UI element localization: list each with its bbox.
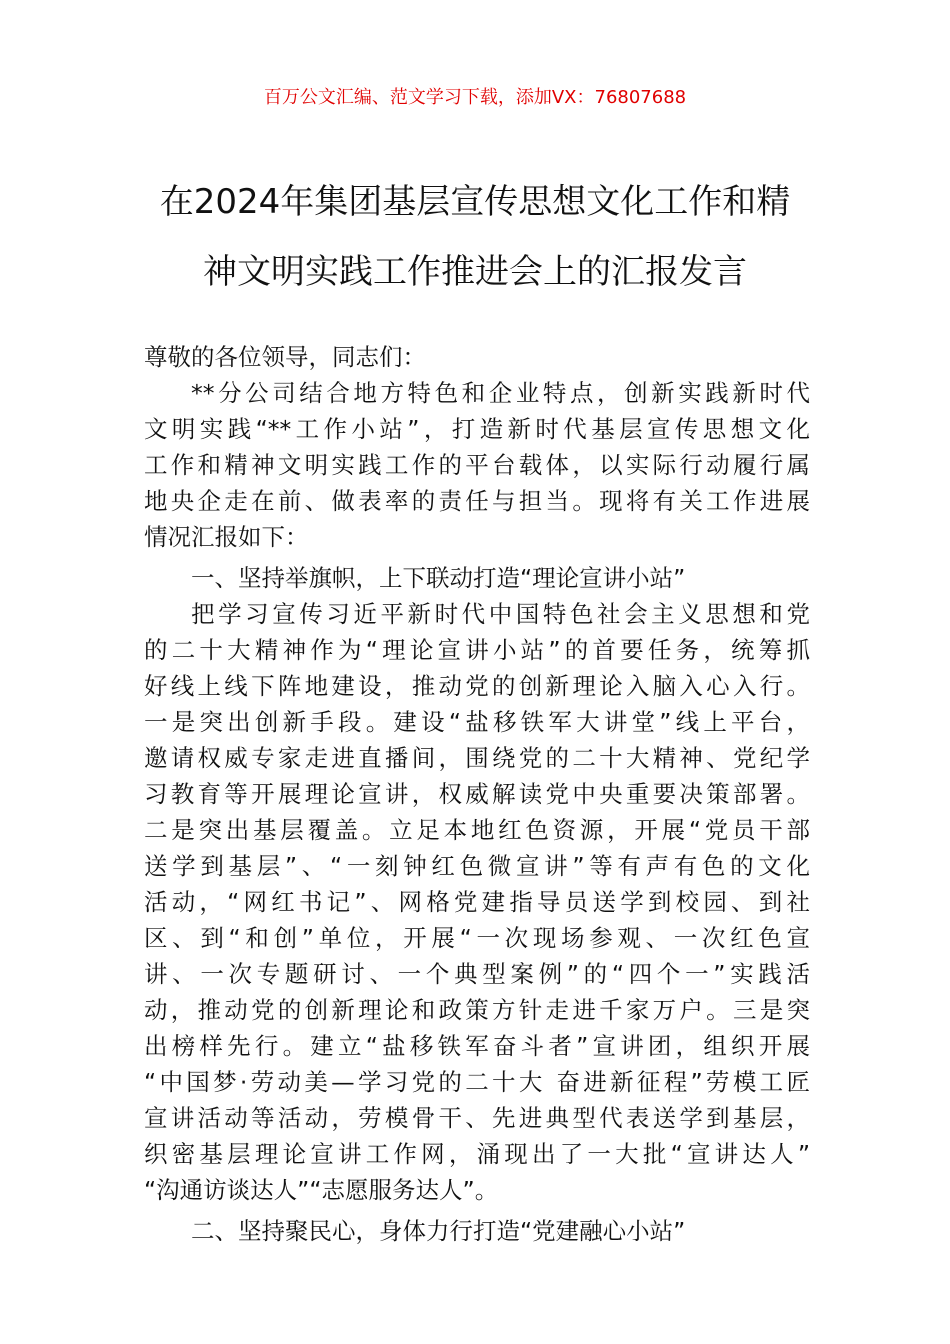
section1-line: 出榜样先行。建立“盐移铁军奋斗者”宣讲团，组织开展: [144, 1032, 810, 1060]
section1-line: “中国梦·劳动美—学习党的二十大 奋进新征程”劳模工匠: [144, 1068, 810, 1096]
section1-line: 习教育等开展理论宣讲，权威解读党中央重要决策部署。: [144, 780, 810, 808]
document-body: [144, 339, 810, 1249]
section2-heading: 二、坚持聚民心，身体力行打造“党建融心小站”: [191, 1217, 686, 1245]
section1-line: 二是突出基层覆盖。立足本地红色资源，开展“党员干部: [144, 816, 810, 844]
section1-heading: 一、坚持举旗帜，上下联动打造“理论宣讲小站”: [191, 564, 686, 592]
intro-line: 文明实践“**工作小站”，打造新时代基层宣传思想文化: [144, 415, 810, 443]
section1-line: 活动，“网红书记”、网格党建指导员送学到校园、到社: [144, 888, 810, 916]
section1-line: 织密基层理论宣讲工作网，涌现出了一大批“宣讲达人”: [144, 1140, 810, 1168]
watermark-text: 百万公文汇编、范文学习下载，添加VX：76807688: [263, 87, 687, 108]
section1-line: 宣讲活动等活动，劳模骨干、先进典型代表送学到基层，: [144, 1104, 810, 1132]
section1-line: 一是突出创新手段。建设“盐移铁军大讲堂”线上平台，: [144, 708, 810, 736]
title-line-2: 神文明实践工作推进会上的汇报发言: [203, 252, 747, 292]
intro-line: 情况汇报如下：: [144, 523, 309, 551]
section1-line: 的二十大精神作为“理论宣讲小站”的首要任务，统筹抓: [144, 636, 810, 664]
intro-line: 地央企走在前、做表率的责任与担当。现将有关工作进展: [144, 487, 810, 515]
title-line-1: 在2024年集团基层宣传思想文化工作和精: [159, 182, 791, 222]
intro-line: **分公司结合地方特色和企业特点，创新实践新时代: [191, 379, 810, 407]
intro-line: 工作和精神文明实践工作的平台载体，以实际行动履行属: [144, 451, 810, 479]
section1-line: 好线上线下阵地建设，推动党的创新理论入脑入心入行。: [144, 672, 810, 700]
section1-line: 送学到基层”、“一刻钟红色微宣讲”等有声有色的文化: [144, 852, 810, 880]
section1-line: 把学习宣传习近平新时代中国特色社会主义思想和党: [191, 600, 810, 628]
section1-line: 动，推动党的创新理论和政策方针走进千家万户。三是突: [144, 996, 810, 1024]
section1-line: 讲、一次专题研讨、一个典型案例”的“四个一”实践活: [144, 960, 810, 988]
section1-line: 邀请权威专家走进直播间，围绕党的二十大精神、党纪学: [144, 744, 810, 772]
salutation: 尊敬的各位领导，同志们：: [144, 343, 426, 371]
section1-line: “沟通访谈达人”“志愿服务达人”。: [144, 1176, 499, 1204]
section1-line: 区、到“和创”单位，开展“一次现场参观、一次红色宣: [144, 924, 810, 952]
